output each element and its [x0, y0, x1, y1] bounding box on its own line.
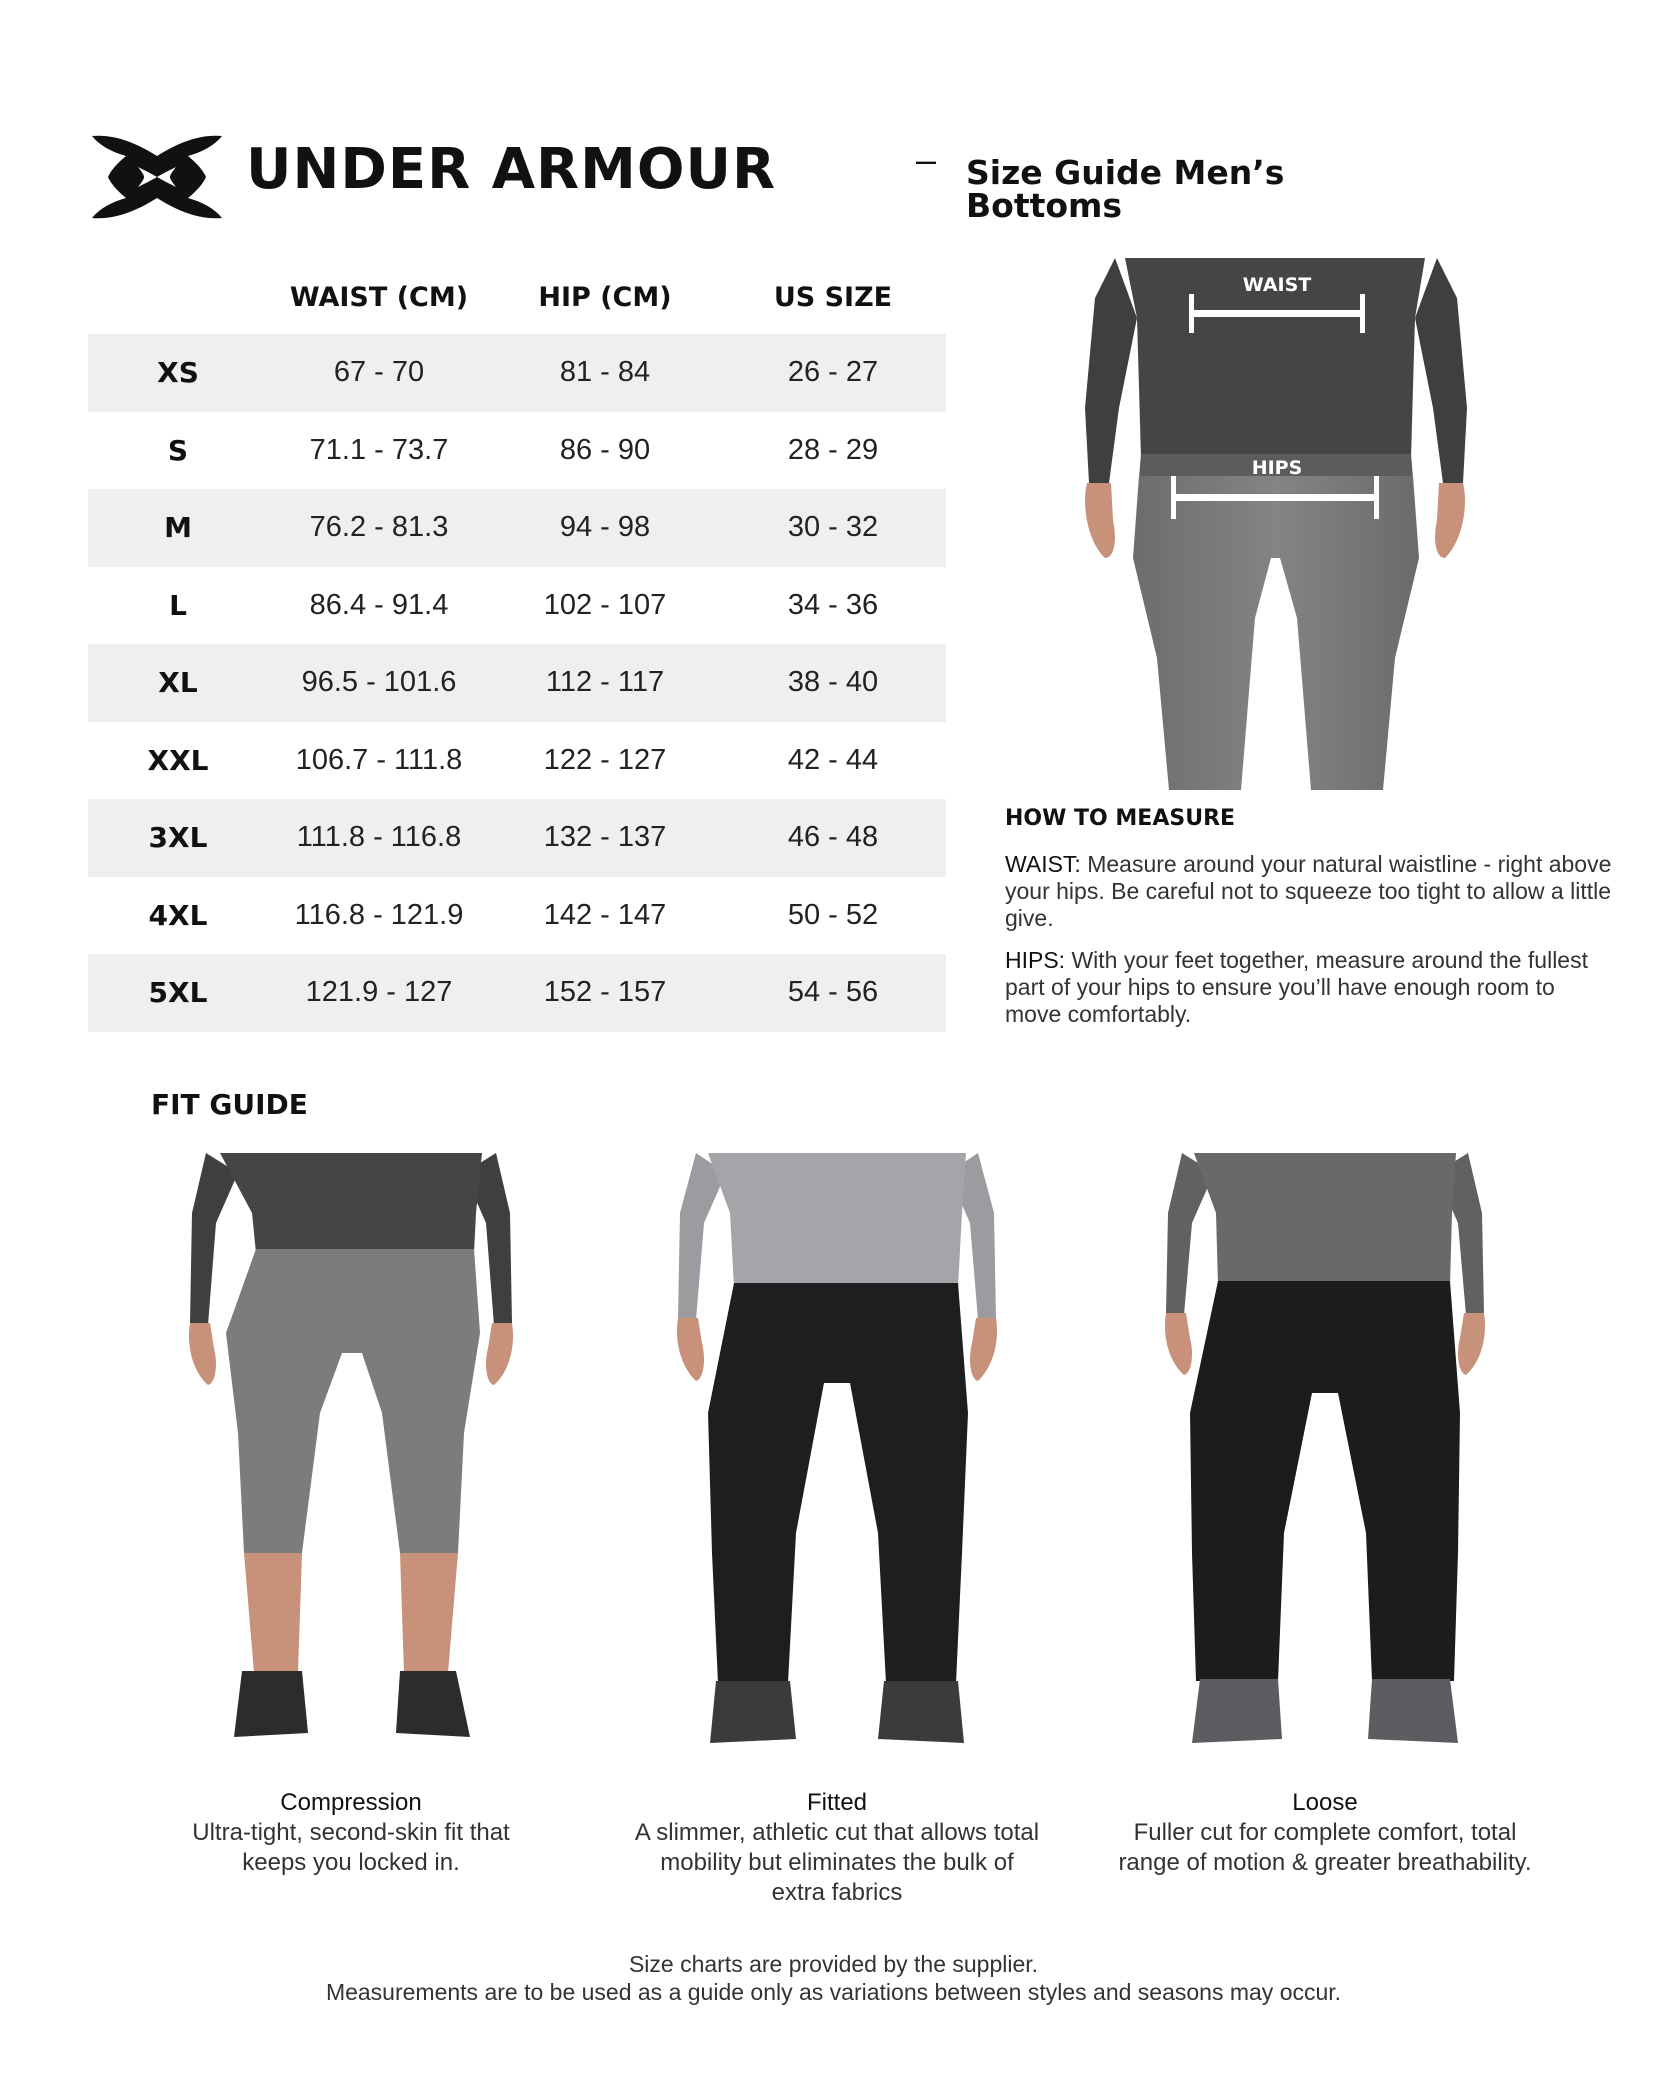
measurement-model-image	[1075, 258, 1475, 790]
us-size-cell: 38 - 40	[720, 644, 946, 722]
column-header-hip: HIP (CM)	[538, 282, 672, 313]
size-label: 3XL	[88, 799, 268, 877]
hips-instruction	[1005, 947, 1615, 1028]
hip-cell: 94 - 98	[490, 489, 720, 567]
size-table	[88, 280, 946, 1032]
page-title: Size Guide Men’s Bottoms	[966, 153, 1285, 225]
table-row	[88, 954, 946, 1032]
waist-instruction-text: Measure around your natural waistline - right above your hips. Be careful not to squeeze too tight to allow a little give.	[1005, 851, 1612, 931]
table-row	[88, 722, 946, 800]
table-row	[88, 412, 946, 490]
hips-term: HIPS:	[1005, 947, 1066, 973]
hip-cell: 142 - 147	[543, 898, 667, 931]
header-separator: –	[916, 139, 937, 180]
footer-disclaimer	[0, 1950, 1667, 2006]
waist-cell: 71.1 - 73.7	[309, 433, 449, 466]
waist-cell: 116.8 - 121.9	[294, 898, 464, 931]
waist-instruction	[1005, 851, 1615, 932]
disclaimer-line-2: Measurements are to be used as a guide only as variations between styles and seasons may occur.	[325, 1979, 1342, 2005]
how-to-measure-section	[1005, 806, 1615, 1043]
table-row	[88, 877, 946, 955]
column-header-waist: WAIST (CM)	[289, 282, 469, 313]
size-label: M	[88, 489, 268, 567]
disclaimer-line-1: Size charts are provided by the supplier.	[628, 1951, 1039, 1977]
table-header-row	[88, 280, 946, 334]
table-row	[88, 644, 946, 722]
fit-description: Fuller cut for complete comfort, total range of motion & greater breathability.	[1118, 1819, 1532, 1876]
table-row	[88, 567, 946, 645]
fit-name: Loose	[1292, 1789, 1358, 1816]
fit-name: Fitted	[806, 1789, 868, 1816]
hips-instruction-text: With your feet together, measure around the fullest part of your hips to ensure you’ll have enough room to move comfortably.	[1005, 947, 1588, 1027]
waist-marker-label: WAIST	[1242, 274, 1312, 296]
how-to-measure-title: HOW TO MEASURE	[1005, 806, 1236, 831]
table-row	[88, 334, 946, 412]
fit-item-compression	[131, 1788, 571, 1878]
waist-cell: 76.2 - 81.3	[268, 489, 490, 567]
waist-cell: 86.4 - 91.4	[309, 588, 449, 621]
fit-name: Compression	[280, 1789, 422, 1816]
waist-cell: 111.8 - 116.8	[268, 799, 490, 877]
hip-cell: 102 - 107	[543, 588, 667, 621]
us-size-cell: 42 - 44	[787, 743, 879, 776]
hip-cell: 86 - 90	[559, 433, 651, 466]
us-size-cell: 50 - 52	[787, 898, 879, 931]
table-row	[88, 799, 946, 877]
fit-description: Ultra-tight, second-skin fit that keeps you locked in.	[192, 1819, 510, 1876]
us-size-cell: 54 - 56	[720, 954, 946, 1032]
table-row	[88, 489, 946, 567]
hip-cell: 152 - 157	[490, 954, 720, 1032]
fit-description: A slimmer, athletic cut that allows total mobility but eliminates the bulk of extra fabrics	[634, 1819, 1040, 1906]
fit-item-fitted	[617, 1788, 1057, 1908]
size-label: XL	[88, 644, 268, 722]
size-label: S	[167, 433, 189, 467]
hip-cell: 81 - 84	[490, 334, 720, 412]
brand-name: UNDER ARMOUR	[246, 137, 777, 202]
fitted-fit-image	[672, 1153, 1002, 1753]
size-label: XS	[88, 334, 268, 412]
us-size-cell: 46 - 48	[720, 799, 946, 877]
us-size-cell: 34 - 36	[787, 588, 879, 621]
column-header-size	[88, 280, 268, 334]
hip-cell: 132 - 137	[490, 799, 720, 877]
size-label: 4XL	[148, 898, 208, 932]
hip-cell: 112 - 117	[490, 644, 720, 722]
size-label: 5XL	[88, 954, 268, 1032]
hips-marker-label: HIPS	[1251, 457, 1303, 479]
fit-guide-title: FIT GUIDE	[151, 1088, 308, 1121]
waist-cell: 121.9 - 127	[268, 954, 490, 1032]
page-header	[86, 130, 1386, 225]
loose-fit-image	[1160, 1153, 1490, 1753]
us-size-cell: 30 - 32	[720, 489, 946, 567]
under-armour-logo-icon	[86, 134, 228, 220]
waist-cell: 106.7 - 111.8	[295, 743, 463, 776]
column-header-us-size: US SIZE	[773, 282, 893, 313]
size-label: L	[169, 588, 187, 622]
hip-cell: 122 - 127	[543, 743, 667, 776]
waist-cell: 96.5 - 101.6	[268, 644, 490, 722]
compression-fit-image	[186, 1153, 516, 1753]
us-size-cell: 28 - 29	[787, 433, 879, 466]
us-size-cell: 26 - 27	[720, 334, 946, 412]
fit-item-loose	[1105, 1788, 1545, 1878]
waist-cell: 67 - 70	[268, 334, 490, 412]
waist-term: WAIST:	[1005, 851, 1081, 877]
size-label: XXL	[147, 743, 209, 777]
